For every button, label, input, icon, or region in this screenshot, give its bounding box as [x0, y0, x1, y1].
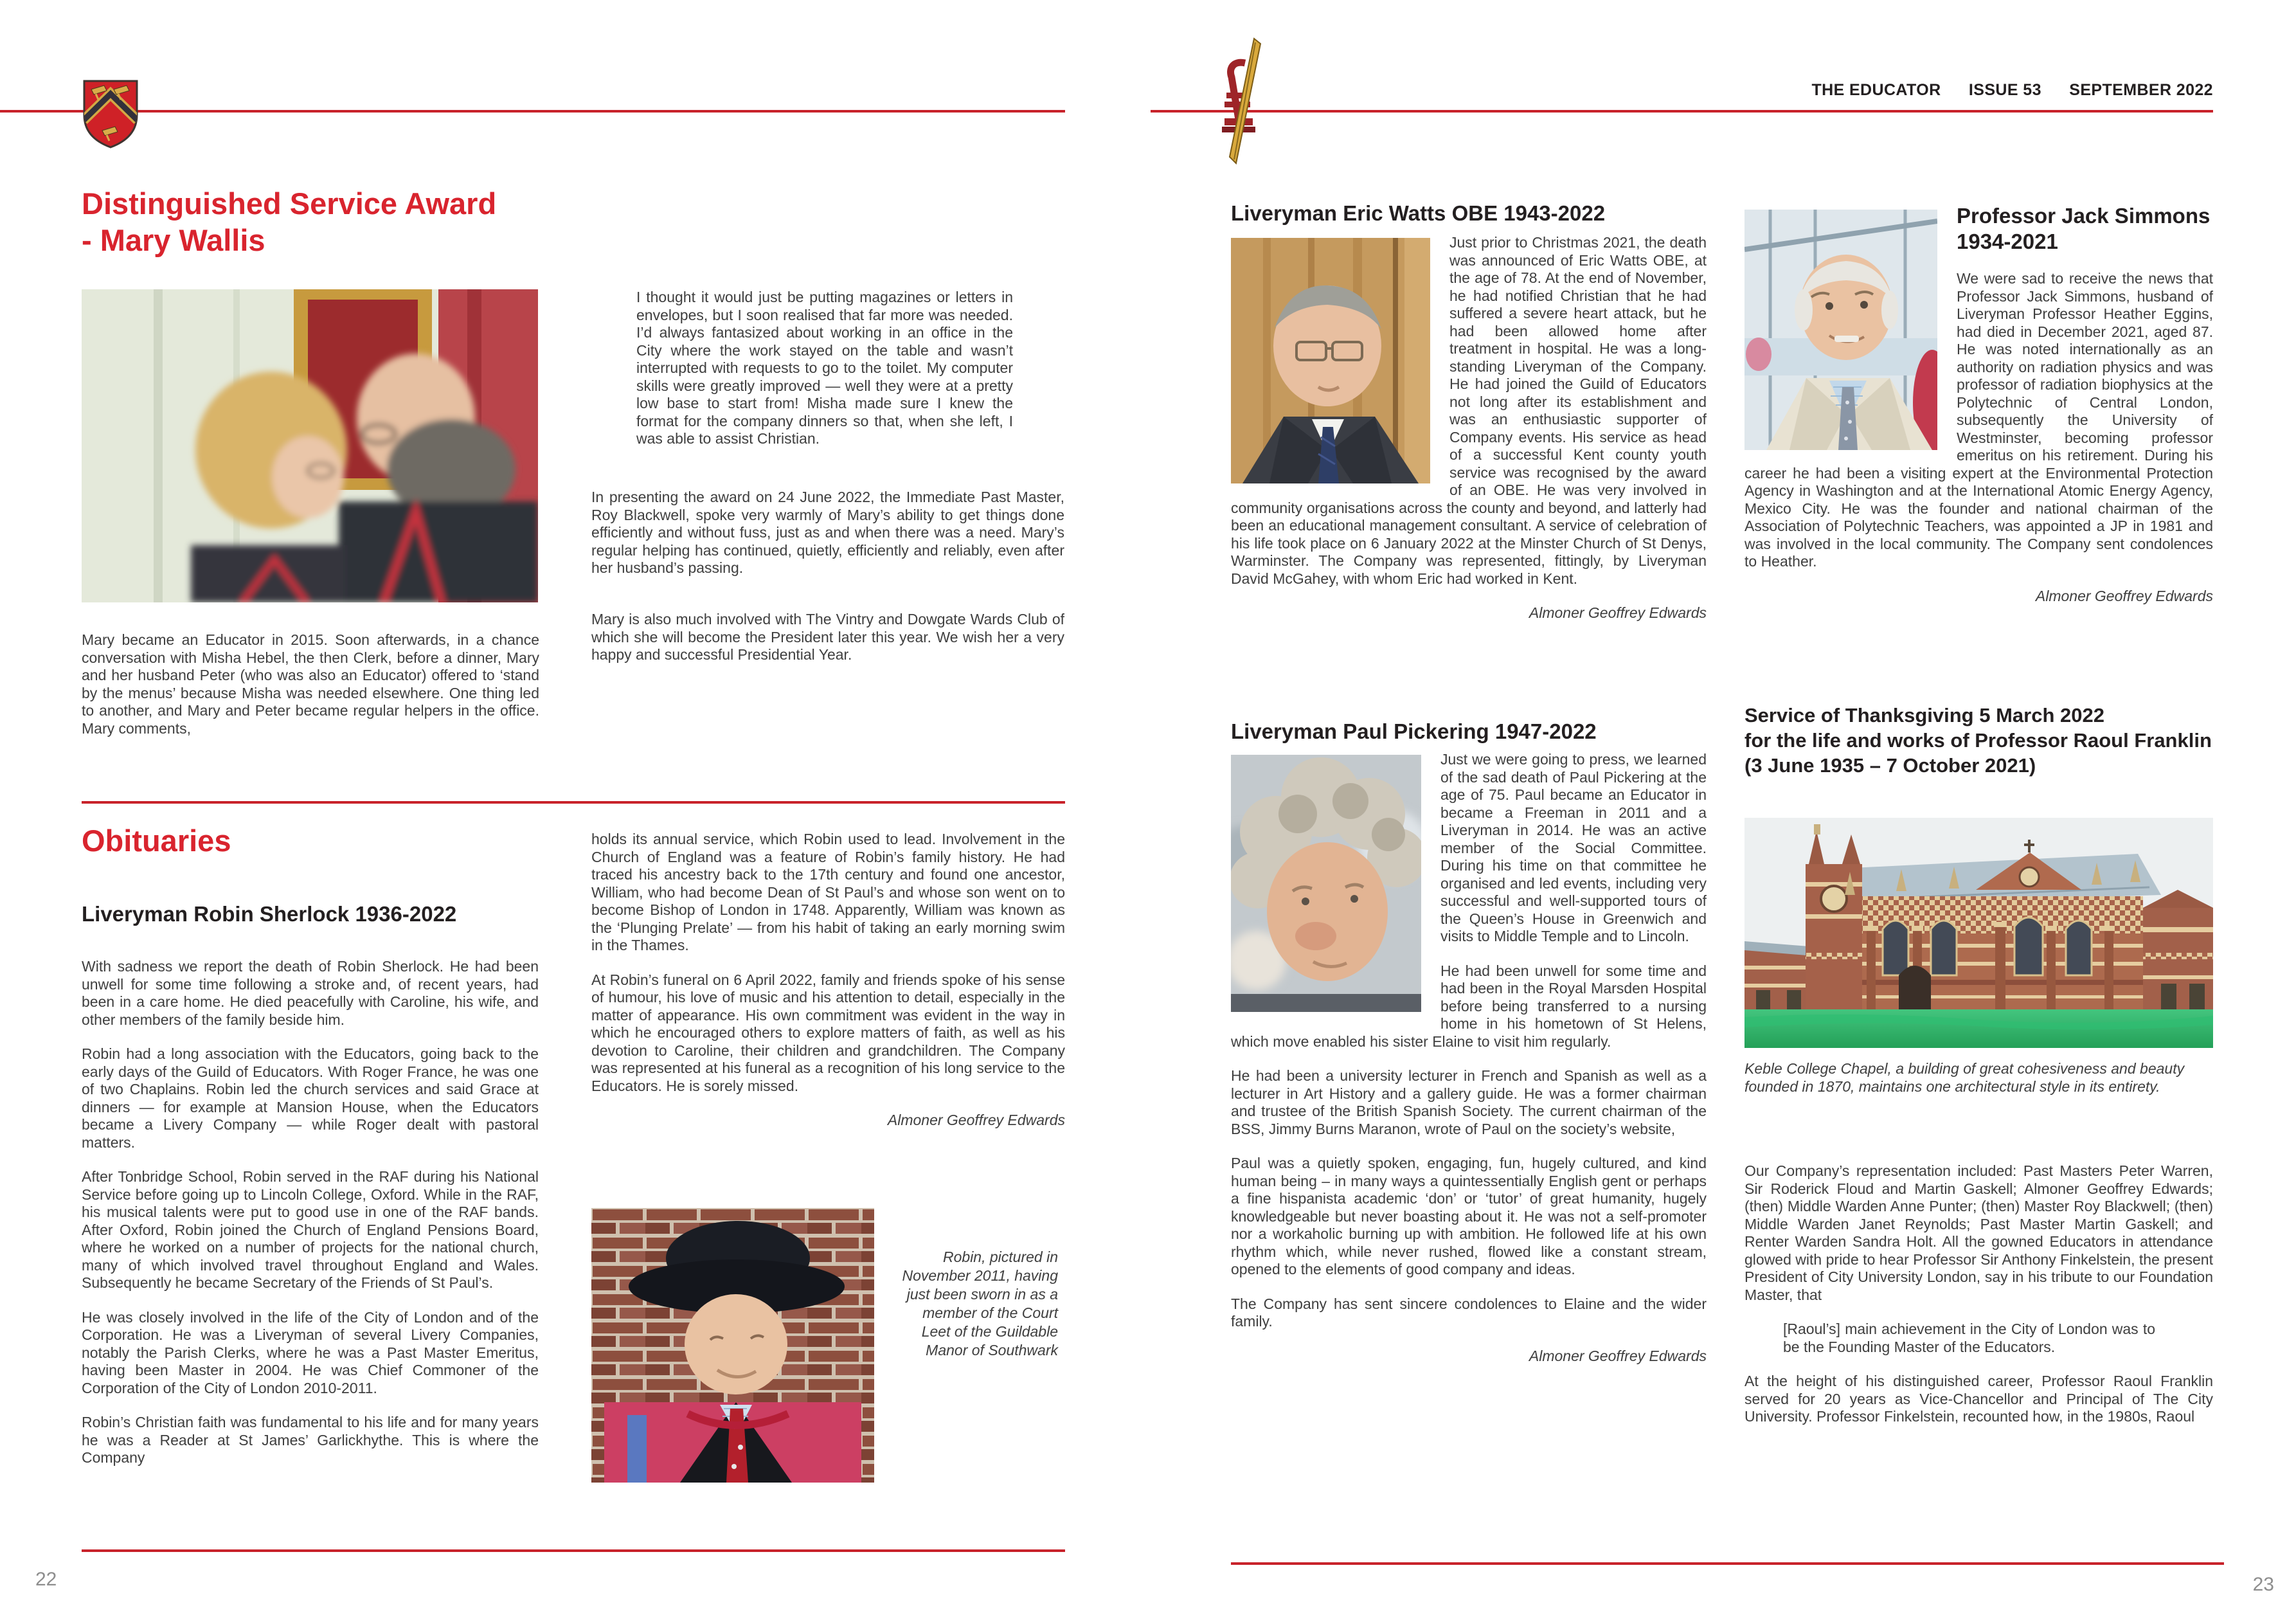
eric-watts-photo-frame — [1231, 238, 1430, 483]
robin-paragraph-1: With sadness we report the death of Robin Sherlock. He had been unwell for some time following a stroke and, of recent years, had been in a care home. He died peacefully with Caroline, his wife, and other members of the family beside him. — [82, 958, 539, 1028]
masthead-date: SEPTEMBER 2022 — [2069, 81, 2213, 99]
robin-photo-caption: Robin, pictured in November 2011, having just been sworn in as a member of the Court Leet of the Guildable Manor of Southwark — [902, 1248, 1058, 1358]
eric-watts-obituary — [1231, 234, 1707, 622]
mary-wallis-award-photo — [82, 289, 538, 602]
almoner-signoff: Almoner Geoffrey Edwards — [2035, 587, 2213, 604]
thanksgiving-heading-line3: (3 June 1935 – 7 October 2021) — [1744, 754, 2036, 777]
robin-paragraph-3: After Tonbridge School, Robin served in the RAF during his National Service before going up to Lincoln College, Oxford. While in the RAF, his musical talents were put to good use in one of the RAF bands. After Oxford, Robin joined the Church of England Pensions Board, where he worked on a number of projects for the national church, many of which involved travel throughout England and Wales. Subsequently he became Secretary of the Friends of St Paul’s. — [82, 1168, 539, 1291]
masthead-issue: ISSUE 53 — [1968, 81, 2041, 99]
section-divider-left — [82, 801, 1065, 804]
thanksgiving-heading — [1744, 703, 2213, 778]
keble-chapel-photo — [1744, 818, 2213, 1048]
almoner-signoff: Almoner Geoffrey Edwards — [887, 1112, 1065, 1128]
jack-simmons-obituary — [1744, 203, 2213, 605]
thanksgiving-article — [1744, 703, 2213, 1426]
paul-paragraph-1: Just we were going to press, we learned of the sad death of Paul Pickering at the age of 75. Paul became an Educator in became a Freeman in 2011 and a Liveryman in 2014. He was an active member of the Social Committee. During his time on that committee he organised and led events, including very successful and well-supported tours of the Queen’s House in Greenwich and visits to Middle Temple and to Lincoln. — [1440, 751, 1707, 944]
robin-continuation-2: At Robin’s funeral on 6 April 2022, family and friends spoke of his sense of humour, his love of music and his attention to detail, especially in the matter of appearance. His own commitment was evident in the way in which he encouraged others to explore matters of faith, as well as his devotion to Caroline, their children and grandchildren. The Company was represented at his funeral as a recognition of his long service to the Educators. He is sorely missed. — [591, 971, 1065, 1094]
jack-simmons-photo-frame — [1744, 210, 1937, 450]
paul-pickering-obituary — [1231, 751, 1707, 1365]
paul-pickering-photo-frame — [1231, 755, 1421, 1012]
jack-paragraph: We were sad to receive the news that Professor Jack Simmons, husband of Liveryman Professor Heather Eggins, had died in December 2021, aged 87. He was noted internationally as an authority on radiation physics and was professor of radiation biophysics at the Polytechnic of Central London, subsequently the University of Westminster, becoming professor emeritus on his retirement. During his career he had been a visiting expert at the Environmental Protection Agency in Washington and at the International Atomic Energy Agency, Mexico City. He was the founder and national chairman of the Association of Polytechnic Teachers, was appointed a JP in 1981 and was involved in the local community. The Company sent condolences to Heather. — [1744, 270, 2213, 570]
award-paragraph-presenting: In presenting the award on 24 June 2022, the Immediate Past Master, Roy Blackwell, spoke very warmly of Mary’s ability to get things done efficiently and without fuss, just as and when there was a need. Mary’s regular helping has continued, quietly, efficiently and reliably, even after her husband’s passing. — [591, 489, 1064, 576]
raoul-paragraph-1: Our Company’s representation included: Past Masters Peter Warren, Sir Roderick Floud and Martin Gaskell; Almoner Geoffrey Edwards; (then) Middle Warden Anne Punter; (then) Master Roy Blackwell; (then) Middle Warden Janet Reynolds; Past Master Martin Gaskell; and Renter Warden Sandra Holt. All the gowned Educators in attendance glowed with pride to hear Professor Sir Anthony Finkelstein, the present President of City University London, say in his tribute to our Foundation Master, that — [1744, 1162, 2213, 1303]
thanksgiving-heading-line2: for the life and works of Professor Raoul Franklin — [1744, 729, 2212, 752]
obituaries-heading: Obituaries — [82, 824, 231, 858]
award-title-line1: Distinguished Service Award — [82, 186, 497, 221]
masthead — [1811, 81, 2213, 100]
robin-obituary-column-1 — [82, 958, 539, 1484]
educator-quill-logo — [1217, 37, 1271, 166]
raoul-paragraph-2: At the height of his distinguished career, Professor Raoul Franklin served for 20 years as Vice-Chancellor and Principal of The City University. Professor Finkelstein, recounted how, in the 1980s, Raoul — [1744, 1373, 2213, 1425]
paul-quote: Paul was a quietly spoken, engaging, fun, hugely cultured, and kind human being – in many ways a quintessentially English gent or perhaps a fine hispanista academic ‘don’ or ‘tutor’ of great humanity, hugely knowledgeable but never boasting about it. He was not a self-promoter nor a workaholic burning up with ambition. He followed life at his own rhythm which, while never rushed, flowed like a constant stream, opened to the elements of good company and ideas. — [1231, 1155, 1707, 1277]
award-title-line2: - Mary Wallis — [82, 223, 265, 257]
robin-sherlock-heading: Liveryman Robin Sherlock 1936-2022 — [82, 902, 457, 926]
header-rule-right — [1151, 110, 2213, 113]
award-title — [82, 185, 496, 258]
eric-watts-heading: Liveryman Eric Watts OBE 1943-2022 — [1231, 201, 1606, 225]
award-paragraph-vintry: Mary is also much involved with The Vintry and Dowgate Wards Club of which she will become the President later this year. We wish her a very happy and successful Presidential Year. — [591, 611, 1064, 663]
almoner-signoff: Almoner Geoffrey Edwards — [1529, 604, 1707, 621]
paul-paragraph-2: He had been unwell for some time and had been in the Royal Marsden Hospital before being transferred to a nursing home in his hometown of St Helens, which move enabled his sister Elaine to visit him regularly. — [1231, 962, 1707, 1050]
keble-photo-caption: Keble College Chapel, a building of great cohesiveness and beauty founded in 1870, maintains one architectural style in its entirety. — [1744, 1060, 2185, 1095]
robin-paragraph-5: Robin’s Christian faith was fundamental to his life and for many years he was a Reader at St James’ Garlickhythe. This is where the Company — [82, 1414, 539, 1466]
jack-heading-line2: 1934-2021 — [1957, 230, 2058, 253]
page-number-right: 23 — [2252, 1574, 2274, 1595]
almoner-signoff: Almoner Geoffrey Edwards — [1529, 1347, 1707, 1364]
robin-paragraph-2: Robin had a long association with the Educators, going back to the early days of the Guild of Educators. With Roger France, he was one of two Chaplains. Robin led the church services and said Grace at dinners — for example at Mansion House, when the Educators became a Livery Company — while Roger dealt with pastoral matters. — [82, 1045, 539, 1151]
robin-photo-row — [591, 1208, 1065, 1483]
footer-rule-left — [82, 1549, 1065, 1552]
award-intro-paragraph: Mary became an Educator in 2015. Soon afterwards, in a chance conversation with Misha Hebel, the then Clerk, before a dinner, Mary and her husband Peter (who was also an Educator) offered to ‘stand by the menus’ because Misha was needed elsewhere. One thing led to another, and Mary and Peter became regular helpers in the office. Mary comments, — [82, 631, 539, 737]
paul-pickering-photo — [1231, 755, 1421, 1012]
footer-rule-right — [1231, 1562, 2224, 1565]
educators-crest-logo — [81, 77, 140, 151]
paul-paragraph-4: The Company has sent sincere condolences to Elaine and the wider family. — [1231, 1295, 1707, 1330]
raoul-quote: [Raoul’s] main achievement in the City of London was to be the Founding Master of the Educators. — [1783, 1321, 2155, 1355]
header-rule-left — [0, 110, 1065, 113]
paul-pickering-heading: Liveryman Paul Pickering 1947-2022 — [1231, 719, 1597, 743]
robin-obituary-column-2 — [591, 831, 1065, 1483]
robin-paragraph-4: He was closely involved in the life of the City of London and of the Corporation. He was a Liveryman of several Livery Companies, notably the Parish Clerks, where he was a Past Master Emeritus, having been Master in 2004. He was Chief Commoner of the Corporation of the City of London 2010-2011. — [82, 1308, 539, 1396]
eric-watts-photo — [1231, 238, 1430, 483]
paul-paragraph-3: He had been a university lecturer in French and Spanish as well as a lecturer in Art History and a gallery guide. He was a former chairman and trustee of the British Spanish Society. The current chairman of the BSS, Jimmy Burns Maranon, wrote of Paul on the society’s website, — [1231, 1067, 1707, 1137]
jack-heading-line1: Professor Jack Simmons — [1957, 204, 2211, 228]
robin-sherlock-photo — [591, 1208, 874, 1483]
thanksgiving-heading-line1: Service of Thanksgiving 5 March 2022 — [1744, 704, 2104, 726]
award-quote: I thought it would just be putting magazines or letters in envelopes, but I soon realised that far more was needed. I’d always fantasized about working in an office in the City where the work stayed on the table and wasn’t interrupted with requests to go to the toilet. My computer skills were greatly improved — well they were at a pretty low base to start from! Misha made sure I knew the format for the company dinners so that, when she left, I was able to assist Christian. — [636, 289, 1013, 447]
robin-continuation-1: holds its annual service, which Robin used to lead. Involvement in the Church of England was a feature of Robin’s family history. He had traced his ancestry back to the 17th century and found one ancestor, William, who had become Dean of St Paul’s and whose son went on to become Bishop of London in 1748. Apparently, William was known as the ‘Plunging Prelate’ — from his habit of taking an early morning swim in the Thames. — [591, 831, 1065, 953]
eric-watts-paragraph: Just prior to Christmas 2021, the death was announced of Eric Watts OBE, at the age of 78. At the end of November, he had notified Christian that he had suffered a severe heart attack, but he had been allowed home after treatment in hospital. He was a long-standing Liveryman of the Company. He had joined the Guild of Educators not long after its establishment and was an enthusiastic supporter of Company events. His service as head of a successful Kent county youth service was recognised by the award of an OBE. He was very involved in community organisations across the county and beyond, and latterly had been an educational management consultant. A service of celebration of his life took place on 6 January 2022 at the Minster Church of St Denys, Warminster. The Company was represented, fittingly, by Liveryman David McGahey, with whom Eric had worked in Kent. — [1231, 234, 1707, 587]
jack-simmons-photo — [1744, 210, 1937, 450]
page-number-left: 22 — [35, 1569, 57, 1590]
masthead-title: THE EDUCATOR — [1811, 81, 1941, 99]
